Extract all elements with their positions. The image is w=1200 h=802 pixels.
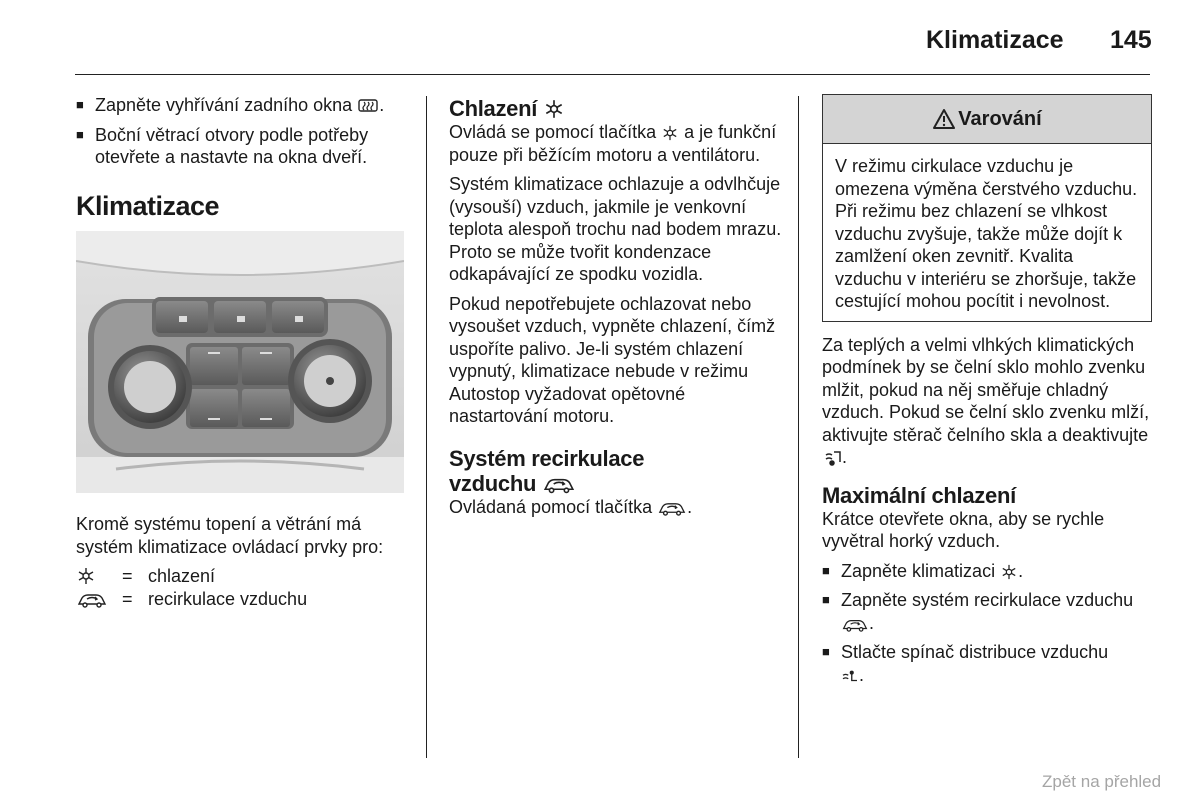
bullet-list-intro (76, 94, 406, 169)
warning-triangle-icon (932, 108, 956, 130)
bullet-suffix: . (869, 612, 875, 633)
step-recirculation-on: Zapněte systém recirkulace vzduchu (841, 590, 1134, 610)
recirc-heading-line1: Systém recirkulace (449, 445, 645, 471)
recirculation-icon (542, 476, 576, 494)
list-item (76, 124, 406, 169)
legend-equals: = (122, 588, 133, 609)
bullet-text-side-vents: Boční větrací otvory podle potřeby otevřete a nastavte na okna dveří. (95, 124, 369, 167)
warning-text: V režimu cirkulace vzduchu je omezena výměna čerstvého vzduchu. Při režimu bez chlazení se vlhkost vzduchu zvyšuje, takže může dojít k zamlžení oken zevnitř. Kvalita vzduchu v interiéru se zhoršuje, takže cestující mohou pocítit i nevolnost. (835, 156, 1138, 311)
section-heading-max-cooling: Maximální chlazení (822, 482, 1016, 508)
air-distribution-windscreen-icon (822, 450, 842, 466)
max-cooling-steps (822, 560, 1152, 687)
list-item (822, 560, 1152, 583)
list-item (822, 641, 1152, 686)
section-heading-cooling (449, 96, 784, 121)
column-divider-left (426, 96, 427, 758)
column-middle (449, 94, 784, 525)
recirc-suffix: . (687, 496, 693, 517)
section-heading-recirculation (449, 446, 784, 496)
climate-control-panel-illustration (76, 231, 404, 493)
recirculation-icon (841, 618, 869, 632)
page-header-title: Klimatizace (926, 26, 1064, 54)
mist-text: Za teplých a velmi vlhkých klimatických podmínek by se čelní sklo mohlo zvenku mlžit, pokud na něj směřuje chladný vzduch. Pokud se čelní sklo zvenku mlží, aktivujte stěrač čelního skla a deaktivujte (822, 334, 1150, 445)
cooling-paragraph-3: Pokud nepotřebujete ochlazovat nebo vysoušet vzduch, vypněte chlazení, čímž uspoříte palivo. Je-li systém chlazení vypnutý, klimatizace nebude v režimu Autostop vyžadovat opětovné nastartování motoru. (449, 293, 776, 426)
control-legend (76, 565, 307, 610)
section-heading-klimatizace: Klimatizace (76, 190, 220, 221)
cooling-paragraph-2: Systém klimatizace ochlazuje a odvlhčuje (vysouší) vzduch, jakmile je venkovní teplota alespoň trochu nad bodem mrazu. Proto se může tvořit kondenzace odkapávající ze spodku vozidla. (449, 174, 782, 284)
back-to-overview-link[interactable]: Zpět na přehled (1042, 772, 1162, 791)
column-divider-right (798, 96, 799, 758)
recirc-paragraph (449, 496, 784, 519)
bullet-suffix: . (859, 664, 865, 685)
column-right (822, 94, 1152, 696)
snowflake-icon (543, 99, 565, 119)
legend-equals: = (122, 566, 133, 586)
max-cooling-paragraph: Krátce otevřete okna, aby se rychle vyvětral horký vzduch. (822, 508, 1105, 551)
header-divider (75, 74, 1150, 75)
mist-suffix: . (842, 447, 848, 467)
legend-label-cooling: chlazení (148, 566, 216, 586)
column-left (76, 94, 406, 616)
warning-header (823, 95, 1151, 144)
bullet-suffix: . (379, 95, 385, 115)
page-number: 145 (1110, 26, 1152, 54)
recirculation-icon (657, 501, 687, 516)
bullet-suffix: . (1018, 560, 1024, 581)
cooling-paragraph-1 (449, 121, 784, 166)
warning-title: Varování (958, 107, 1042, 130)
legend-row-recirculation (76, 588, 307, 611)
legend-label-recirculation: recirkulace vzduchu (148, 588, 308, 609)
step-ac-on: Zapněte klimatizaci (841, 560, 996, 581)
recirculation-icon (76, 592, 108, 608)
snowflake-icon (661, 125, 679, 141)
snowflake-icon (1000, 564, 1018, 580)
list-item (822, 589, 1152, 634)
cooling-heading-text: Chlazení (449, 96, 538, 121)
bullet-text-rear-window: Zapněte vyhřívání zadního okna (95, 95, 353, 115)
snowflake-icon (76, 567, 96, 585)
recirc-heading-line2: vzduchu (449, 470, 537, 496)
step-air-distribution: Stlačte spínač distribuce vzduchu (841, 642, 1109, 662)
intro-paragraph: Kromě systému topení a větrání má systém klimatizace ovládací prvky pro: (76, 514, 384, 557)
rear-defrost-icon (357, 98, 379, 114)
mist-paragraph (822, 334, 1152, 469)
air-distribution-body-icon (841, 670, 859, 684)
legend-row-cooling (76, 565, 307, 588)
cooling-p1-start: Ovládá se pomocí tlačítka (449, 122, 657, 142)
list-item (76, 94, 406, 117)
warning-box (822, 94, 1152, 322)
cooling-p1-end: a je funkční pouze při běžícím motoru a ventilátoru. (449, 122, 777, 165)
recirc-text: Ovládaná pomocí tlačítka (449, 496, 653, 517)
